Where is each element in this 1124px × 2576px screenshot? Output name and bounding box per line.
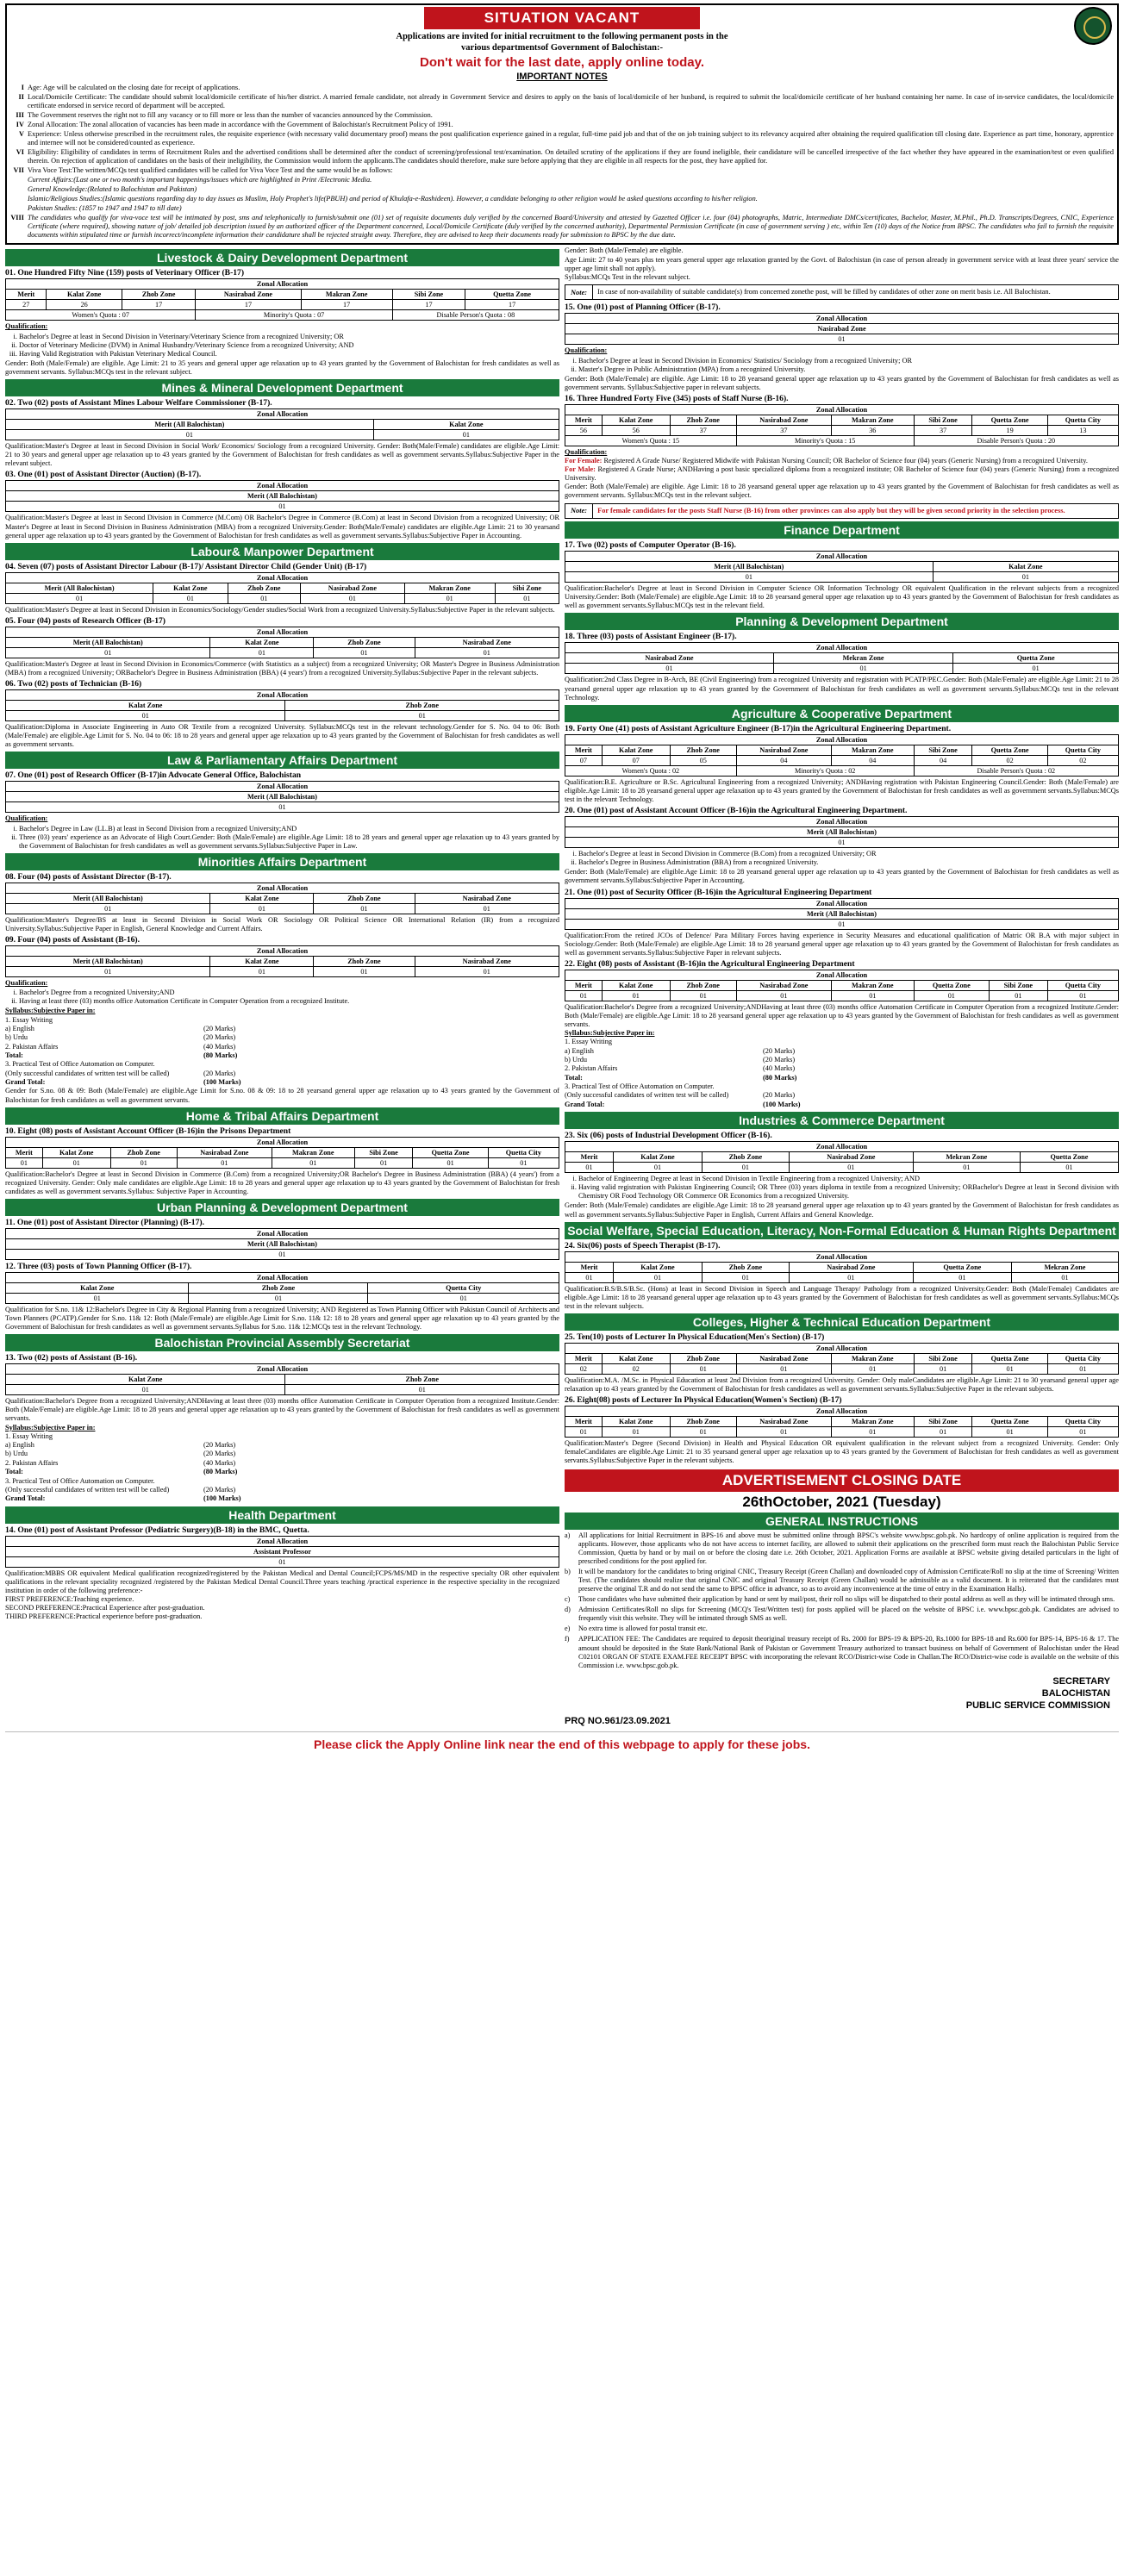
gi-item: c) Those candidates who have submitted their application by hand or sent by mail/post, their roll no slips will be dispatched to their postal address as well as they will be intimated through sms. [565,1595,1115,1604]
table-post-19: Zonal Allocation Merit Kalat Zone Zhob Zone Nasirabad Zone Makran Zone Sibi Zone Quetta Zone Quetta City 07 07 05 04 04 04 02 02 Women's Quota : 02 Minority's Quota : 02 Disable Person's Quota : 02 [565,734,1119,777]
table-row: 01 [6,1249,559,1259]
general-instructions-list [565,1531,1119,1670]
post-19-title: 19. Forty One (41) posts of Assistant Agriculture Engineer (B-17)in the Agricultural Engineering Department. [565,723,952,733]
table-row: 02 02 01 01 01 01 01 01 [565,1364,1119,1375]
post-18-title: 18. Three (03) posts of Assistant Engineer (B-17). [565,632,737,642]
post-03-title: 03. One (01) post of Assistant Director (Auction) (B-17). [5,470,202,480]
post-10-title: 10. Eight (08) posts of Assistant Account Officer (B-16)in the Prisons Department [5,1126,291,1136]
table-row: 01 [6,502,559,512]
post-16-qualification: Qualification: For Female: Registered A Grade Nurse/ Registered Midwife with Pakistan Nursing Council; OR Bachelor of Science four (04) years (Generic Nursing) from a recognized University. For Male: Registered A Grade Nurse; ANDHaving a post basic specialized diploma from a recognized institute; OR Bachelor of Science four (04) years (Generic Nursing) from a recognized University. Gender: Both (Male/Female) are eligible. Age Limit: 18 to 28 yearsand general upper age relaxation up to 43 years granted by the Government of Balochistan for fresh candidates as well as government servants. Syllabus:MCQs test in the relevant subject. [565,447,1120,500]
viva-general-knowledge: General Knowledge:(Related to Balochistan and Pakistan) [28,184,197,193]
table-row: 01 01 01 01 [6,903,559,914]
table-row: 27 26 17 17 17 17 17 [6,300,559,310]
post-12-title: 12. Three (03) posts of Town Planning Officer (B-17). [5,1261,192,1271]
table-row: 07 07 05 04 04 04 02 02 [565,755,1119,765]
table-row: 01 01 01 01 [6,967,559,977]
post-18-qualification: Qualification:2nd Class Degree in B-Arch, BE (Civil Engineering) from a recognized University and registration with PCATP/PEC.Gender: Both (Male/Female) are eligible.Age Limit: 21 to 28 yearsand general upper age relaxation up to 43 years granted by the Government of Balochistan for fresh candidates as well as government servants.Syllabus:MCQs test in the relevant Technology. [565,676,1119,702]
dept-minorities: Minorities Affairs Department [5,853,559,870]
post-23-title: 23. Six (06) posts of Industrial Development Officer (B-16). [565,1131,772,1141]
post-01-title: 01. One Hundred Fifty Nine (159) posts of Veterinary Officer (B-17) [5,268,245,278]
post-10-qualification: Qualification:Bachelor's Degree at least in Second Division in Commerce (B.Com) from a recognized University;OR Bachelor's Degree in Business Administration (BBA) (4 years') from a recognized University. Gender: Only male candidates are eligible.Age Limit: 18 to 28 years and general upper age relaxation up to 43 years granted by the Government of Balochistan for fresh candidates as well as government servants.Syllabus: Subjective Paper in Accounting. [5,1169,559,1195]
table-row: 01 [565,334,1119,345]
post-24-title: 24. Six(06) posts of Speech Therapist (B-17). [565,1240,721,1251]
banner-line-1: Applications are invited for initial recruitment to the following permanent posts in the [396,32,728,41]
gi-item: f) APPLICATION FEE: The Candidates are required to deposit theoriginal treasury receipt of Rs. 2000 for BPS-19 & BPS-20, Rs.1000 for BPS-18 and Rs.600 for BPS-14, BPS-16 & 17. The amount should be deposited in the State Bank/National Bank of Pakistan or Government Treasury authorized to transact business on behalf of Government of Balochistan under the Head C02101 ORGAN OF STATE EXAM.FEE RECEIPT BPSC with incorporating the relevant RCO/District-wise Code in Challan.The RCO/District-wise code is available on the website of this Commission i.e. www.bpsc.gob.pk. [565,1635,1119,1669]
table-post-11: Zonal Allocation Merit (All Balochistan) 01 [5,1228,559,1260]
table-post-12: Zonal Allocation Kalat Zone Zhob Zone Quetta City 01 01 01 [5,1272,559,1304]
post-06-title: 06. Two (02) posts of Technician (B-16) [5,679,142,689]
post-14-title: 14. One (01) post of Assistant Professor (Pediatric Surgery)(B-18) in the BMC, Quetta. [5,1525,309,1535]
table-post-05: Zonal Allocation Merit (All Balochistan) Kalat Zone Zhob Zone Nasirabad Zone 01 01 01 01 [5,627,559,658]
table-row-quota: Women's Quota : 07 Minority's Quota : 07 Disable Person's Quota : 08 [6,310,559,321]
post-21-title: 21. One (01) post of Security Officer (B-16)in the Agricultural Engineering Department [565,887,872,897]
note-box-zone-availability: Note: In case of non-availability of suitable candidate(s) from concerned zonethe post, will be filled by candidates of other zone on merit basis i.e. All Balochistan. [565,284,1119,301]
table-row: 01 01 01 [6,1293,559,1303]
table-post-06: Zonal Allocation Kalat Zone Zhob Zone 01 01 [5,689,559,721]
table-post-18: Zonal Allocation Nasirabad Zone Mekran Zone Quetta Zone 01 01 01 [565,642,1119,674]
dept-home: Home & Tribal Affairs Department [5,1107,559,1125]
table-row: 01 01 01 [565,664,1119,674]
table-post-22: Zonal Allocation Merit Kalat Zone Zhob Zone Nasirabad Zone Makran Zone Quetta Zone Sibi Zone Quetta City 01 01 01 01 01 01 01 01 [565,970,1119,1001]
post-07-title: 07. One (01) post of Research Officer (B-17)in Advocate General Office, Balochistan [5,770,302,781]
dept-colleges: Colleges, Higher & Technical Education Department [565,1313,1119,1331]
table-post-21: Zonal Allocation Merit (All Balochistan) 01 [565,898,1119,930]
post-17-title: 17. Two (02) posts of Computer Operator (B-16). [565,540,736,551]
apply-online-footer[interactable]: Please click the Apply Online link near the end of this webpage to apply for these jobs. [5,1731,1119,1758]
advertisement-closing-banner: ADVERTISEMENT CLOSING DATE [565,1469,1119,1492]
table-row: 01 01 [6,711,559,721]
post-02-qualification: Qualification:Master's Degree at least in Second Division in Social Work/ Economics/ Sociology from a recognized University. Gender: Both(Male/Female) candidates are eligible.Age Limit: 21 to 30 years and general upper age relaxation up to 43 years granted by the Government of Balochistan for fresh candidates as well as government servants.Syllabus:Subjective Paper in the relevant subject. [5,442,560,468]
banner-cta: Don't wait for the last date, apply online today. [420,55,704,71]
table-row: 01 01 01 01 [6,647,559,658]
prq-number: PRQ NO.961/23.09.2021 [565,1715,671,1726]
post-13-title: 13. Two (02) posts of Assistant (B-16). [5,1353,138,1363]
table-row: 01 01 01 01 01 01 01 01 [6,1157,559,1168]
viva-islamic-studies: Islamic/Religious Studies:(Islamic questions regarding day to day issues as Muslim, Holy Prophet's life(PBUH) and period of Khulafa-e-Rashideen). However, a candidate belonging to other religion would be asked questions according to his/her religion. [28,194,758,203]
post-22-title: 22. Eight (08) posts of Assistant (B-16)in the Agricultural Engineering Department [565,958,855,969]
post-25-title: 25. Ten(10) posts of Lecturer In Physical Education(Men's Section) (B-17) [565,1332,825,1343]
viva-current-affairs: Current Affairs:(Last one or two month's important happenings/issues which are highlighted in Print /Electronic Media. [28,175,372,184]
post-20-title: 20. One (01) post of Assistant Account Officer (B-16)in the Agricultural Engineering Department. [565,806,908,816]
post-08-title: 08. Four (04) posts of Assistant Director (B-17). [5,871,172,882]
post-05-qualification: Qualification:Master's Degree at least in Second Division in Economics/Commerce (with Statistics as a subject) from a recognized University; OR Master's Degree in Business Administration (MBA) from a recognized University; ORBachelor's Degree in Business Administration (BBA) (4 years') from a recognized University.Syllabus:Subjective Paper in the relevant subjects. [5,659,559,677]
post-15-title: 15. One (01) post of Planning Officer (B-17). [565,303,721,313]
post-02-title: 02. Two (02) posts of Assistant Mines Labour Welfare Commissioner (B-17). [5,398,272,409]
post-14-qualification: Qualification:MBBS OR equivalent Medical qualification recognized/registered by the Pakistan Medical and Dental Council;FCPS/MS/MD in the respective specialty OR other equivalent qualifications in the relevant speciality recognized /registered by the Pakistan Medical Dental Council.Three years teaching /practical experience in the respective speciality in the recognized institution in order of the following preference:- FIRST PREFERENCE:Teaching experience. SECOND PREFERENCE:Practical Experience after post-graduation. THIRD PREFERENCE:Practical experience before post-graduation. [5,1569,559,1621]
table-row: 01 01 01 01 01 01 [565,1163,1119,1173]
table-row: 01 01 [565,572,1119,583]
post-22-syllabus-rows: 1. Essay Writing a) English (20 Marks) b) Urdu (20 Marks) 2. Pakistan Affairs (40 Marks) Total: (80 Marks) 3. Practical Test of Office Automation on Computer. (Only successful candidates of written test will be called) (20 Marks) Grand Total: (100 Marks) [565,1038,801,1108]
note-item: V Experience: Unless otherwise prescribed in the recruitment rules, the requisite experience (with necessary valid documentary proof) means the post qualification experience gained in a regular, full-time paid job and that of the on job training subject to its relevancy acquired after obtaining the required qualification till closing date. Experience as part time, honorary, apprentice and internee will not be considered/counted as experience. [19,130,1114,147]
dept-livestock: Livestock & Dairy Development Department [5,249,559,266]
table-post-04: Zonal Allocation Merit (All Balochistan) Kalat Zone Zhob Zone Nasirabad Zone Makran Zone Sibi Zone 01 01 01 01 01 01 [5,572,559,604]
post-09-gender-age: Gender for S.no. 08 & 09: Both (Male/Female) are eligible.Age Limit for S.no. 08 & 09: 18 to 28 yearsand general upper age relaxation up to 43 years granted by the Government of Balochistan for fresh candidates as well as government servants. [5,1087,559,1104]
gi-item: d) Admission Certificates/Roll no slips for Screening (MCQ's Test/Written test) for posts applied will be placed on the website of BPSC i.e. www.bpsc.gob.pk. Candidates are advised to frequently visit this website. They will be intimated through SMS as well. [565,1606,1119,1623]
table-post-26: Zonal Allocation Merit Kalat Zone Zhob Zone Nasirabad Zone Makran Zone Sibi Zone Quetta Zone Quetta City 01 01 01 01 01 01 01 01 [565,1406,1119,1438]
table-row: 01 [6,1556,559,1567]
signature-block: SECRETARY BALOCHISTAN PUBLIC SERVICE COMMISSION [965,1675,1110,1712]
post-22-qualification: Qualification:Bachelor's Degree from a recognized University;ANDHaving at least three (03) months office Automation Certificate in Computer Operation from a recognized Institute.Gender: Both (Male/Female) are eligible.Age Limit: 18 to 28 yearsand general upper age relaxation up to 43 years granted by the Government of Balochistan for fresh candidates as well as government servants. Syllabus:Subjective Paper in: 1. Essay Writing a) English (20 Marks) b) Urdu (20 Marks) 2. Pakistan Affairs (40 Marks) Total: (80 Marks) 3. Practical Test of Office Automation on Computer. (Only successful candidates of written test will be called) (20 Marks) Grand Total: (100 Marks) [565,1002,1119,1108]
post-01-qualification: Qualification: i. Bachelor's Degree at least in Second Division in Veterinary/Veterinary Science from a recognized University; OR ii. Doctor of Veterinary Medicine (DVM) in Animal Husbandry/Veterinary Science from a recognized University; AND iii. Having Valid Registration with Pakistan Veterinary Medical Council. Gender: Both (Male/Female) are eligible. Age Limit: 21 to 35 years and general upper age relaxation up to 43 years granted by the Government of Balochistan for fresh candidates as well as government servants. Syllabus:MCQs test in the relevant subject. [5,322,559,377]
table-row: 01 01 01 01 01 01 [6,593,559,603]
dept-planning-development: Planning & Development Department [565,613,1119,630]
table-row: 01 01 01 01 01 01 [565,1272,1119,1282]
table-post-08: Zonal Allocation Merit (All Balochistan) Kalat Zone Zhob Zone Nasirabad Zone 01 01 01 01 [5,883,559,914]
post-25-qualification: Qualification:M.A. /M.Sc. in Physical Education at least 2nd Division from a recognized University. Gender: Only maleCandidates are eligible.Age Limit: 21 to 30 yearsand general upper age relaxation up to 43 years granted by the Government of Balochistan for fresh candidates as well as government servants.Syllabus:Subjective Paper in the relevant subjects. [565,1376,1119,1394]
post-14-continued: Gender: Both (Male/Female) are eligible. Age Limit: 27 to 40 years plus ten years general upper age relaxation granted by the Govt. of Balochistan (in case of person already in government service with at least three years' service the upper age limit shall not apply). Syllabus:MCQs Test in the relevant subject. [565,246,1119,281]
dept-finance: Finance Department [565,521,1119,539]
note-item: IV Zonal Allocation: The zonal allocation of vacancies has been made in accordance with the Government of Balochistan's Recruitment Policy of 1991. [16,121,453,129]
note-item: VI Eligibility: Eligibility of candidates in terms of Recruitment Rules and the advertised conditions shall be determined after the conduct of screening/professional test/examination. On detailed scrutiny of the applications if they are found ineligible, their candidature will be cancelled irrespective of the fact whether they have appeared in the examination/test or even qualified therein. On rejection of application of candidates on the basis of their ineligibility, the Commission would inform the applicants.The candidates should therefore, make sure before applying that they are eligible in all respects for the post, they have applied for. [16,147,1114,165]
dept-urban: Urban Planning & Development Department [5,1199,559,1216]
post-16-title: 16. Three Hundred Forty Five (345) posts of Staff Nurse (B-16). [565,393,789,403]
post-26-title: 26. Eight(08) posts of Lecturer In Physical Education(Women's Section) (B-17) [565,1395,842,1406]
table-post-09: Zonal Allocation Merit (All Balochistan) Kalat Zone Zhob Zone Nasirabad Zone 01 01 01 01 [5,945,559,977]
post-13-syllabus-label: Syllabus:Subjective Paper in: [5,1423,96,1431]
gi-item: b) It will be mandatory for the candidates to bring original CNIC, Treasury Receipt (Green Challan) and downloaded copy of Admission Certificate/Roll no slip at the time of Screening/ Written Test. (The candidates should realize that original CNIC and original Treasury Receipt (Green Challan) would be admissible as a valid document. It is reiterated that the candidates must preserve the original T.R and do not send the same to BPSC office in advance, so as to avoid any inconvenience at the time of entry in the Examination Halls). [565,1567,1119,1594]
table-post-23: Zonal Allocation Merit Kalat Zone Zhob Zone Nasirabad Zone Mekran Zone Quetta Zone 01 01 01 01 01 01 [565,1141,1119,1173]
post-23-qualification: i. Bachelor of Engineering Degree at least in Second Division in Textile Engineering from a recognized University; AND ii. Having valid registration with Pakistan Engineering Council; OR Three (03) years diploma in textile from a recognized University; ORBachelor's Degree at least in Second division with Chemistry OR Food Technology OR Commerce OR Economics from a recognized University. Gender: Both (Male/Female) candidates are eligible.Age Limit: 18 to 28 yearsand general upper age relaxation up to 43 years granted by the Government of Balochistan for fresh candidates as well as government servants.Syllabus:Subjective Paper in English, Current Affairs and General Knowledge. [565,1175,1119,1219]
dept-mines: Mines & Mineral Development Department [5,379,559,396]
important-notes-list [10,84,1114,239]
note-item-viii: VIII The candidates who qualify for viva-voce test will be intimated by post, sms and telephonically to furnish/submit one (01) set of requisite documents duly verified by the concerned Board/University and attested by Gazetted Officer i.e. four (04) photographs, Matric, Intermediate DMCs/certificates, Bachelor, Master, M.Phil., Ph.D. Transcripts/Degrees, CNIC, Experience Certificate (where required), showing nature of job/ detailed job description issued by an authorized officer of the Department concerned, Local/Domicile Certificate (duly verified by the concerned authority), Departmental Permission Certificate (in case of government serving ) etc, within Ten (10) days of the Notice from BPSC. The candidates who fail to furnish the requisite documents within stipulated time or furnish incorrect/incomplete information their candidature shall be rejected straight away. Therefore, they are advised to keep their documents ready for submission to BPSC by the due date. [10,213,1114,239]
post-15-qualification: Qualification: i. Bachelor's Degree at least in Second Division in Economics/ Statistics/ Sociology from a recognized University; OR ii. Master's Degree in Public Administration (MPA) from a recognized University. Gender: Both (Male/Female) are eligible. Age Limit: 18 to 28 yearsand general upper age relaxation up to 43 years granted by the Government of Balochistan for fresh candidates as well as government servants. Syllabus:Subjective paper in relevant subjects. [565,346,1119,392]
post-05-title: 05. Four (04) posts of Research Officer (B-17) [5,615,165,626]
dept-agriculture: Agriculture & Cooperative Department [565,705,1119,722]
note-item: I Age: Age will be calculated on the closing date for receipt of applications. [21,84,240,92]
table-row: 01 [565,838,1119,848]
post-26-qualification: Qualification:Master's Degree (Second Division) in Health and Physical Education OR equivalent qualification in the relevant subject from a recognized University. Gender: Only femaleCandidates are eligible.Age Limit: 21 to 35 yearsand general upper age relaxation up to 43 years granted by the Government of Balochistan for fresh candidates as well as government servants.Syllabus:Subjective Paper in the relevant subjects. [565,1439,1119,1465]
note-box-female-staff-nurse: Note: For female candidates for the posts Staff Nurse (B-16) from other provinces can also apply but they will be given second priority in the selection process. [565,503,1119,520]
table-row-quota: Women's Quota : 15 Minority's Quota : 15 Disable Person's Quota : 20 [565,435,1119,446]
important-notes-heading: IMPORTANT NOTES [516,72,608,83]
bpsc-logo-icon [1074,7,1112,45]
post-19-qualification: Qualification:B.E. Agriculture or B.Sc. Agricultural Engineering from a recognized University; ANDHaving registration with Pakistan Engineering Council.Gender: Both (Male/Female) are eligible.Age Limit: 18 to 28 yearsand general upper age relaxation up to 43 years granted by the Government of Balochistan for fresh candidates as well as government servants.Syllabus:MCQs test in the relevant Technology. [565,777,1119,803]
post-22-syllabus-label: Syllabus:Subjective Paper in: [565,1029,655,1038]
table-post-03: Zonal Allocation Merit (All Balochistan) 01 [5,480,559,512]
note-item: VII Viva Voce Test:The written/MCQs test qualified candidates will be called for Viva Voce Test and the same would be as follows: [13,165,393,174]
table-post-14: Zonal Allocation Assistant Professor 01 [5,1536,559,1568]
table-row: 56 56 37 37 36 37 19 13 [565,425,1119,435]
table-row-quota: Women's Quota : 02 Minority's Quota : 02 Disable Person's Quota : 02 [565,765,1119,776]
post-09-qualification: Qualification: i. Bachelor's Degree from a recognized University;AND ii. Having at least three (03) months office Automation Certificate in Computer Operation from a recognized Institute. Syllabus:Subjective Paper in: 1. Essay Writing a) English (20 Marks) b) Urdu (20 Marks) 2. Pakistan Affairs (40 Marks) Total: (80 Marks) 3. Practical Test of Office Automation on Computer. (Only successful candidates of written test will be called) (20 Marks) Grand Total: (100 Marks) Gender for S.no. 08 & 09: Both (Male/Female) are eligible.Age Limit for S.no. 08 & 09: 18 to 28 yearsand general upper age relaxation up to 43 years granted by the Government of Balochistan for fresh candidates as well as government servants. [5,979,559,1105]
table-row: 01 01 [6,430,559,440]
closing-date: 26thOctober, 2021 (Tuesday) [742,1493,941,1510]
table-row: 01 [6,802,559,813]
table-post-13: Zonal Allocation Kalat Zone Zhob Zone 01 01 [5,1363,559,1395]
post-08-qualification: Qualification:Master's Degree/BS at least in Second Division in Social Work OR Sociology OR Political Science OR International Relation (IR) from a recognized University.Syllabus:Subjective Paper in English, General Knowledge and Current Affairs. [5,915,559,932]
dept-labour: Labour& Manpower Department [5,543,559,560]
right-column [565,246,1119,1725]
viva-pakistan-studies: Pakistan Studies: (1857 to 1947 and 1947 to till date) [28,203,182,212]
post-11-title: 11. One (01) post of Assistant Director (Planning) (B-17). [5,1217,204,1227]
post-09-syllabus-rows: 1. Essay Writing a) English (20 Marks) b) Urdu (20 Marks) 2. Pakistan Affairs (40 Marks) Total: (80 Marks) 3. Practical Test of Office Automation on Computer. (Only successful candidates of written test will be called) (20 Marks) Grand Total: (100 Marks) [5,1015,241,1087]
table-post-20: Zonal Allocation Merit (All Balochistan) 01 [565,816,1119,848]
post-21-qualification: Qualification:From the retired JCOs of Defence/ Para Military Forces having experience in Security Measures and educational qualification of Matric OR B.A with major subject in Sociology.Gender: Both (Male/Female) are eligible.Age Limit: 18 to 28 yearsand general upper age relaxation up to 43 years granted by the Government of Balochistan for fresh candidates as well as government servants.Syllabus:Subjective Paper in relevant subjects. [565,931,1119,957]
post-04-qualification: Qualification:Master's Degree at least in Second Division in Economics/Sociology/Gender studies/Social Work from a recognized University.Syllabus:Subjective Paper in the relevant subjects. [5,605,555,614]
post-20-qualification: i. Bachelor's Degree at least in Second Division in Commerce (B.Com) from a recognized University; OR ii. Bachelor's Degree in Business Administration (BBA) from a recognized University. Gender: Both (Male/Female) are eligible.Age Limit: 18 to 28 yearsand general upper age relaxation up to 43 years granted by the Government of Balochistan for fresh candidates as well as government servants.Syllabus:Subjective Paper in Accounting. [565,850,1119,885]
table-row: 01 01 01 01 01 01 01 01 [565,990,1119,1001]
general-instructions-heading: GENERAL INSTRUCTIONS [565,1513,1119,1530]
post-09-syllabus-label: Syllabus:Subjective Paper in: [5,1007,96,1015]
post-03-qualification: Qualification:Master's Degree at least in Second Division in Commerce (M.Com) OR Bachelor's Degree in Commerce (B.Com) at least in Second Division from a recognized University; OR Master's Degree at least in Second Division in Business Administration (MBA) from a recognized University.Gender: Both(Male/Female) candidates are eligible.Age Limit: 21 to 30 yearsand general upper age relaxation up to 43 years granted by the Government of Balochistan for fresh candidates as well as government servants.Syllabus:Subjective Paper in Accounting. [5,514,559,540]
table-row: 01 01 [6,1385,559,1395]
dept-law: Law & Parliamentary Affairs Department [5,752,559,769]
table-row: 01 01 01 01 01 01 01 01 [565,1427,1119,1438]
left-column [5,246,559,1623]
table-post-02: Zonal Allocation Merit (All Balochistan) Kalat Zone 01 01 [5,409,559,440]
top-banner [5,3,1119,245]
table-post-25: Zonal Allocation Merit Kalat Zone Zhob Zone Nasirabad Zone Makran Zone Sibi Zone Quetta Zone Quetta City 02 02 01 01 01 01 01 01 [565,1343,1119,1375]
post-24-qualification: Qualification:B.S/B.S/B.Sc. (Hons) at least in Second Division in Speech and Language Therapy/ Pathology from a recognized University.Gender: Both (Male/Female) Candidates are eligible.Age Limit: 18 to 28 yearsand general upper age relaxation up to 43 years granted by the Government of Balochistan for fresh candidates as well as government servants.Syllabus:MCQs test in the relevant subjects. [565,1284,1119,1310]
table-post-15: Zonal Allocation Nasirabad Zone 01 [565,313,1119,345]
dept-social-welfare: Social Welfare, Special Education, Literacy, Non-Formal Education & Human Rights Department [565,1222,1119,1239]
post-06-qualification: Qualification:Diploma in Associate Engineering in Auto OR Textile from a recognized University. Syllabus:MCQs test in the relevant technology.Gender for S. No. 04 to 06: Both (Male/Female) are eligible.Age Limit for S. No. 04 to 06: 18 to 28 years and general upper age relaxation up to 43 years granted by the Government of Balochistan for fresh candidates as well as government servants. [5,723,559,749]
situation-vacant-title: SITUATION VACANT [424,7,700,29]
table-post-10: Zonal Allocation Merit Kalat Zone Zhob Zone Nasirabad Zone Makran Zone Sibi Zone Quetta Zone Quetta City 01 01 01 01 01 01 01 01 [5,1137,559,1169]
post-04-title: 04. Seven (07) posts of Assistant Director Labour (B-17)/ Assistant Director Child (Gender Unit) (B-17) [5,561,367,571]
dept-health: Health Department [5,1506,559,1524]
table-post-16: Zonal Allocation Merit Kalat Zone Zhob Zone Nasirabad Zone Makran Zone Sibi Zone Quetta Zone Quetta City 56 56 37 37 36 37 19 13 Women's Quota : 15 Minority's Quota : 15 Disable Person's Quota : 20 [565,404,1119,446]
post-17-qualification: Qualification:Bachelor's Degree at least in Second Division in Computer Science OR Information Technology OR equivalent Qualification in the relevant subjects from a recognized University.Gender: Both (Male/Female) are eligible.Age Limit: 18 to 28 yearsand general upper age relaxation up to 43 years granted by the Government of Balochistan for fresh candidates as well as government servants.Syllabus:MCQs test in the relevant field. [565,584,1119,610]
table-post-17: Zonal Allocation Merit (All Balochistan) Kalat Zone 01 01 [565,551,1119,583]
table-post-24: Zonal Allocation Merit Kalat Zone Zhob Zone Nasirabad Zone Quetta Zone Mekran Zone 01 01 01 01 01 01 [565,1251,1119,1283]
post-07-qualification: Qualification: i. Bachelor's Degree in Law (LL.B) at least in Second Division from a recognized University;AND ii. Three (03) years' experience as an Advocate of High Court.Gender: Both (Male/Female) are eligible.Age Limit: 18 to 28 years and general upper age relaxation up to 43 years granted by the Government of Balochistan for fresh candidates as well as government servants.Syllabus:Subjective Paper in Law. [5,814,559,850]
post-11-12-qualification: Qualification for S.no. 11& 12:Bachelor's Degree in City & Regional Planning from a recognized University; AND Registered as Town Planning Officer with Pakistan Council of Architects and Town Planners (PCATP).Gender for S.no. 11& 12: Both (Male/Female) are eligible.Age Limit for S.no. 11& 12: 18 to 28 years and general upper age relaxation up to 43 years granted by the Government of Balochistan for fresh candidates as well as government servants.Syllabus for S.no. 11& 12:MCQs test in the relevant Technology. [5,1305,559,1332]
note-item: II Local/Domicile Certificate: The candidate should submit local/domicile certificate of his/her district. A married female candidate, not already in Government Service and desires to apply on the basis of local/domicile of her husband, is required to submit the local/domicile certificate of her husband containing her name. In case of in-service candidates, the local/domicile certificate endorsed in service record of department will be accepted. [18,93,1114,110]
table-post-01: Zonal Allocation Merit Kalat Zone Zhob Zone Nasirabad Zone Makran Zone Sibi Zone Quetta Zone 27 26 17 17 17 17 17 Women's Quota : 07 Minority's Quota : 07 Disable Person's Quota : 08 [5,278,559,321]
banner-line-2: various departmentsof Government of Balochistan:- [461,43,663,53]
table-post-07: Zonal Allocation Merit (All Balochistan) 01 [5,781,559,813]
table-row: 01 [565,919,1119,929]
gi-item: e) No extra time is allowed for postal transit etc. [565,1625,708,1633]
post-09-title: 09. Four (04) posts of Assistant (B-16). [5,935,140,945]
dept-assembly: Balochistan Provincial Assembly Secretariat [5,1334,559,1351]
post-13-syllabus-rows: 1. Essay Writing a) English (20 Marks) b) Urdu (20 Marks) 2. Pakistan Affairs (40 Marks) Total: (80 Marks) 3. Practical Test of Office Automation on Computer. (Only successful candidates of written test will be called) (20 Marks) Grand Total: (100 Marks) [5,1431,241,1503]
note-item: III The Government reserves the right not to fill any vacancy or to fill more or less than the number of vacancies announced by the Commission. [16,111,433,120]
post-13-qualification: Qualification:Bachelor's Degree from a recognized University;ANDHaving at least three (03) months office Automation Certificate in Computer Operation from a recognized Institute.Gender: Both (Male/Female) are eligible.Age Limit: 18 to 28 years and general upper age relaxation up to 43 years granted by the Government of Balochistan for fresh candidates as well as government servants. Syllabus:Subjective Paper in: 1. Essay Writing a) English (20 Marks) b) Urdu (20 Marks) 2. Pakistan Affairs (40 Marks) Total: (80 Marks) 3. Practical Test of Office Automation on Computer. (Only successful candidates of written test will be called) (20 Marks) Grand Total: (100 Marks) [5,1397,559,1503]
dept-industries: Industries & Commerce Department [565,1112,1119,1129]
gi-item: a) All applications for Initial Recruitment in BPS-16 and above must be submitted online through BPSC's website www.bpsc.gob.pk. No hardcopy of online application is required from the applicants. However, those applicants who do not have access to internet facility, are allowed to submit their applications on the prescribed form must reach the Balochistan Public Service Commission, Quetta by hand or by mail on or before the closing date i.e. 26th October, 2021. Application Forms are available at BPSC website giving detailed particulars in the light of prescribed conditions for the post applied for. [565,1531,1119,1565]
